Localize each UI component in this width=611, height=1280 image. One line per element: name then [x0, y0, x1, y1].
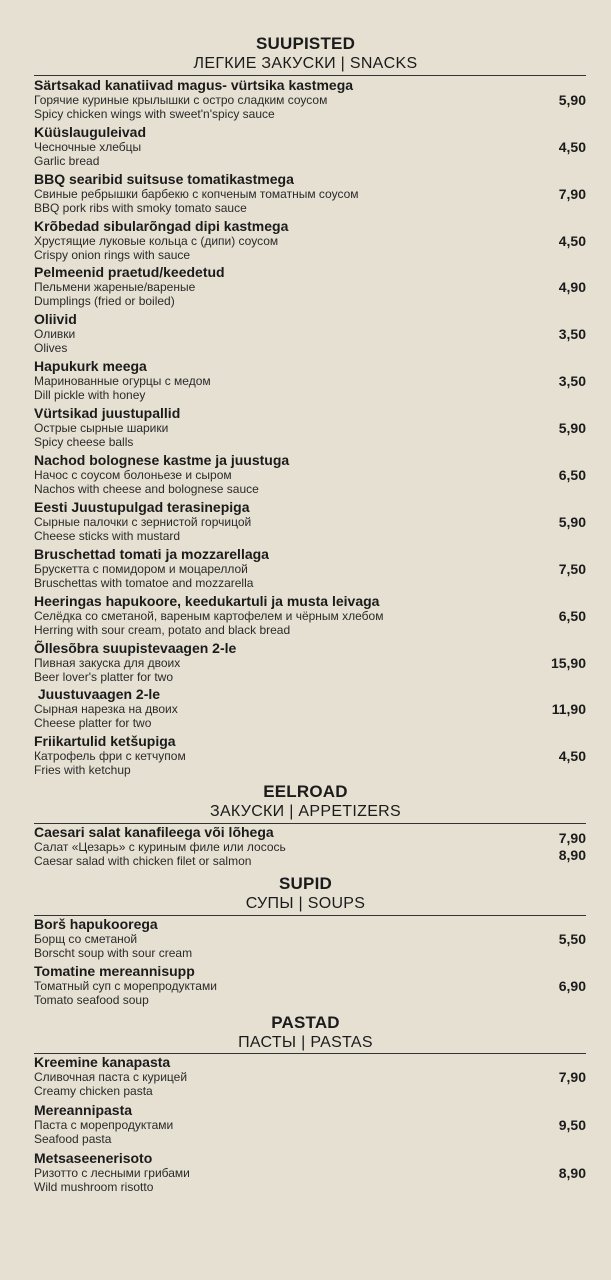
- item-name-ru: Хрустящие луковые кольца с (дипи) соусом: [34, 234, 279, 248]
- section-header-soups: [0, 874, 611, 914]
- item-name-ru: Паста с морепродуктами: [34, 1118, 174, 1132]
- item-price: 5,90: [558, 514, 586, 530]
- item-name-en: Cheese platter for two: [34, 716, 152, 730]
- item-name-en: Crispy onion rings with sauce: [34, 248, 191, 262]
- item-name-en: Nachos with cheese and bolognese sauce: [34, 482, 259, 496]
- item-price: 5,90: [558, 92, 586, 108]
- item-name-en: Fries with ketchup: [34, 763, 131, 777]
- menu-item: [34, 452, 586, 496]
- menu-item: [34, 171, 586, 215]
- menu-item: [34, 358, 586, 402]
- item-name-en: Dumplings (fried or boiled): [34, 294, 175, 308]
- item-name-ru: Ризотто с лесными грибами: [34, 1166, 190, 1180]
- section-header-appetizers: [0, 782, 611, 822]
- item-name: Caesari salat kanafileega või lõhega: [34, 824, 274, 840]
- item-price: 4,50: [558, 139, 586, 155]
- item-name: Vürtsikad juustupallid: [34, 405, 181, 421]
- item-name-en: Beer lover's platter for two: [34, 670, 174, 684]
- item-price: 7,90: [558, 830, 586, 846]
- item-name-ru: Брускетта с помидором и моцареллой: [34, 562, 248, 576]
- item-name-ru: Маринованные огурцы с медом: [34, 374, 211, 388]
- item-name: Kreemine kanapasta: [34, 1054, 171, 1070]
- item-name: Nachod bolognese kastme ja juustuga: [34, 452, 290, 468]
- item-price: 6,50: [558, 467, 586, 483]
- item-name: Krõbedad sibularõngad dipi kastmega: [34, 218, 289, 234]
- menu-item: [34, 1054, 586, 1098]
- item-name: Heeringas hapukoore, keedukartuli ja musta leivaga: [34, 593, 380, 609]
- item-name: Õllesõbra suupistevaagen 2-le: [34, 640, 237, 656]
- menu-item: [34, 405, 586, 449]
- item-price: 7,50: [558, 561, 586, 577]
- item-name-ru: Острые сырные шарики: [34, 421, 169, 435]
- menu-item: [34, 1102, 586, 1146]
- item-name-ru: Пивная закуска для двоих: [34, 656, 181, 670]
- item-name-ru: Селёдка со сметаной, вареным картофелем и чёрным хлебом: [34, 609, 384, 623]
- item-price: 8,90: [558, 1165, 586, 1181]
- item-name-ru: Катрофель фри с кетчупом: [34, 749, 186, 763]
- item-name-ru: Начос с соусом болоньезе и сыром: [34, 468, 232, 482]
- section-divider: [34, 75, 586, 76]
- item-price: 4,50: [558, 748, 586, 764]
- item-name: Juustuvaagen 2-le: [34, 686, 161, 702]
- item-name-en: Seafood pasta: [34, 1132, 112, 1146]
- item-name: Tomatine mereannisupp: [34, 963, 195, 979]
- item-name: Küüslauguleivad: [34, 124, 147, 140]
- item-name: Särtsakad kanatiivad magus- vürtsika kastmega: [34, 77, 354, 93]
- item-price-alt: 8,90: [558, 847, 586, 863]
- menu-item: [34, 499, 586, 543]
- item-price: 5,90: [558, 420, 586, 436]
- menu-item: [34, 546, 586, 590]
- menu-item: [34, 311, 586, 355]
- item-name-en: Dill pickle with honey: [34, 388, 146, 402]
- item-name-en: Spicy cheese balls: [34, 435, 134, 449]
- item-price: 6,50: [558, 608, 586, 624]
- item-name-en: Olives: [34, 341, 68, 355]
- section-subtitle: СУПЫ | SOUPS: [245, 895, 366, 912]
- item-price: 7,90: [558, 1069, 586, 1085]
- menu-item: [34, 916, 586, 960]
- item-price: 4,90: [558, 279, 586, 295]
- item-name-en: Herring with sour cream, potato and black bread: [34, 623, 291, 637]
- item-name: Oliivid: [34, 311, 77, 327]
- section-title: PASTAD: [271, 1013, 340, 1032]
- item-name-ru: Пельмени жареные/вареные: [34, 280, 196, 294]
- item-name: Mereannipasta: [34, 1102, 133, 1118]
- item-name: BBQ searibid suitsuse tomatikastmega: [34, 171, 294, 187]
- item-name-ru: Чесночные хлебцы: [34, 140, 142, 154]
- item-name-en: Cheese sticks with mustard: [34, 529, 181, 543]
- item-price: 5,50: [558, 931, 586, 947]
- item-name: Bruschettad tomati ja mozzarellaga: [34, 546, 269, 562]
- item-name-en: Bruschettas with tomatoe and mozzarella: [34, 576, 254, 590]
- menu-item: [34, 963, 586, 1007]
- section-header-snacks: [0, 34, 611, 74]
- menu-item: [34, 733, 586, 777]
- item-name-ru: Горячие куриные крылышки с остро сладким соусом: [34, 93, 328, 107]
- item-name-en: Garlic bread: [34, 154, 100, 168]
- item-name-en: Spicy chicken wings with sweet'n'spicy sauce: [34, 107, 275, 121]
- item-name: Borš hapukoorega: [34, 916, 158, 932]
- menu-item: [34, 77, 586, 121]
- item-name-en: Caesar salad with chicken filet or salmon: [34, 854, 252, 868]
- item-name-en: Wild mushroom risotto: [34, 1180, 154, 1194]
- section-title: EELROAD: [263, 782, 348, 801]
- item-name-ru: Томатный суп с морепродуктами: [34, 979, 217, 993]
- section-title: SUUPISTED: [255, 34, 356, 53]
- item-price: 4,50: [558, 233, 586, 249]
- section-title: SUPID: [279, 874, 332, 893]
- item-name-en: BBQ pork ribs with smoky tomato sauce: [34, 201, 247, 215]
- item-name: Metsaseenerisoto: [34, 1150, 153, 1166]
- menu-item: [34, 218, 586, 262]
- section-subtitle: ЛЕГКИЕ ЗАКУСКИ | SNACKS: [193, 55, 418, 72]
- item-price: 3,50: [558, 326, 586, 342]
- menu-item: [34, 640, 586, 684]
- menu-item: [34, 824, 586, 868]
- menu-item: [34, 1150, 586, 1194]
- menu-item: [34, 264, 586, 308]
- item-price: 6,90: [558, 978, 586, 994]
- item-name: Hapukurk meega: [34, 358, 147, 374]
- item-name-ru: Салат «Цезарь» с куриным филе или лосось: [34, 840, 286, 854]
- item-price: 15,90: [550, 655, 586, 671]
- section-subtitle: ЗАКУСКИ | APPETIZERS: [210, 803, 401, 820]
- item-price: 3,50: [558, 373, 586, 389]
- item-name-ru: Сливочная паста с курицей: [34, 1070, 188, 1084]
- item-price: 11,90: [551, 701, 586, 717]
- menu-item: [34, 686, 586, 730]
- section-header-pastas: [0, 1013, 611, 1053]
- item-name-ru: Сырные палочки с зернистой горчицой: [34, 515, 252, 529]
- item-name-ru: Оливки: [34, 327, 76, 341]
- item-name-ru: Борщ со сметаной: [34, 932, 138, 946]
- item-name: Pelmeenid praetud/keedetud: [34, 264, 225, 280]
- item-name-en: Borscht soup with sour cream: [34, 946, 193, 960]
- item-name-en: Creamy chicken pasta: [34, 1084, 153, 1098]
- section-subtitle: ПАСТЫ | PASTAS: [238, 1034, 373, 1051]
- item-price: 7,90: [558, 186, 586, 202]
- item-name-ru: Свиные ребрышки барбекю с копченым томатным соусом: [34, 187, 359, 201]
- item-price: 9,50: [558, 1117, 586, 1133]
- menu-item: [34, 593, 586, 637]
- item-name: Friikartulid ketšupiga: [34, 733, 176, 749]
- item-name-ru: Сырная нарезка на двоих: [34, 702, 178, 716]
- item-name-en: Tomato seafood soup: [34, 993, 149, 1007]
- item-name: Eesti Juustupulgad terasinepiga: [34, 499, 250, 515]
- menu-item: [34, 124, 586, 168]
